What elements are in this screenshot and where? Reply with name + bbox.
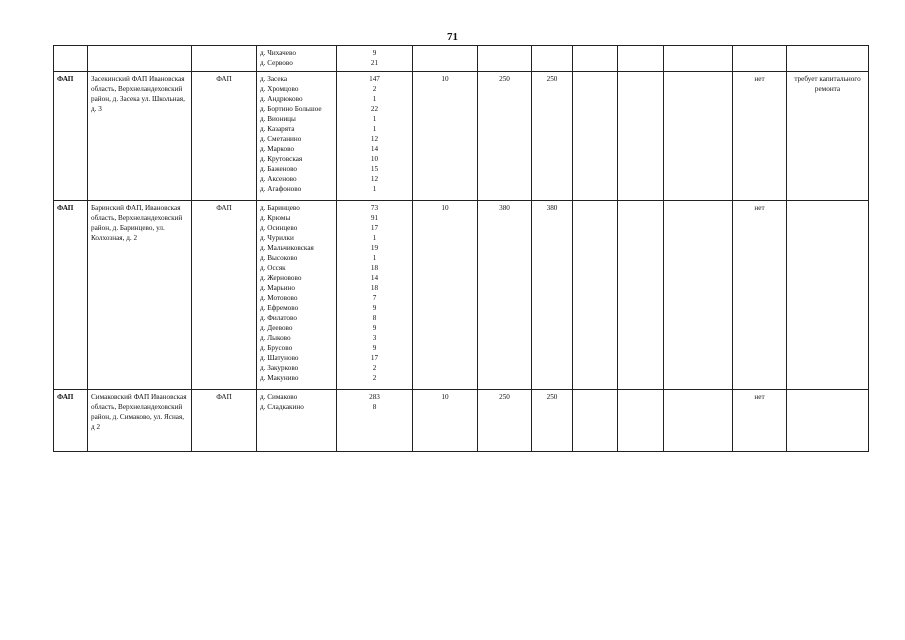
- value-cell: нет: [733, 390, 787, 452]
- village-population: 2: [372, 364, 377, 372]
- village-population: 17: [370, 354, 379, 362]
- value-cell: [618, 72, 664, 201]
- value-cell: 250: [532, 390, 573, 452]
- facility-kind-cell: ФАП: [192, 201, 257, 390]
- village-name: д. Крюмы: [260, 214, 291, 222]
- village-name: д. Хромцово: [260, 85, 299, 93]
- value-cell: 10: [413, 72, 478, 201]
- village-name: д. Закурково: [260, 364, 299, 372]
- village-population: 14: [370, 274, 379, 282]
- facility-name-cell: [88, 46, 192, 72]
- table-row: [54, 46, 869, 72]
- value-cell: [664, 72, 733, 201]
- facility-type-cell: ФАП: [54, 201, 88, 390]
- village-name: д. Чихачево: [260, 49, 296, 57]
- village-population: 2: [372, 85, 377, 93]
- village-population: 12: [370, 175, 379, 183]
- village-name: д. Жерновово: [260, 274, 302, 282]
- village-name: д. Андрюково: [260, 95, 303, 103]
- village-population: 12: [370, 135, 379, 143]
- village-name: д. Казарята: [260, 125, 295, 133]
- village-name: д. Агафоново: [260, 185, 302, 193]
- value-cell: 250: [532, 72, 573, 201]
- village-name: д. Оссяк: [260, 264, 286, 272]
- village-population: 15: [370, 165, 379, 173]
- value-cell: нет: [733, 201, 787, 390]
- village-population: 1: [372, 254, 377, 262]
- village-name: д. Баринцево: [260, 204, 300, 212]
- note-cell: [787, 390, 869, 452]
- village-population: 19: [370, 244, 379, 252]
- village-population: 73: [370, 204, 379, 212]
- value-cell: 10: [413, 390, 478, 452]
- value-cell: 380: [478, 201, 532, 390]
- value-cell: [413, 46, 478, 72]
- facility-type-cell: ФАП: [54, 72, 88, 201]
- village-population: 21: [370, 59, 379, 67]
- populations-cell: [337, 201, 413, 390]
- value-cell: [478, 46, 532, 72]
- value-cell: [618, 46, 664, 72]
- village-name: д. Высоково: [260, 254, 298, 262]
- village-population: 147: [369, 75, 380, 83]
- value-cell: [618, 390, 664, 452]
- villages-cell: [257, 46, 337, 72]
- note-cell: [787, 46, 869, 72]
- value-cell: 380: [532, 201, 573, 390]
- village-name: д. Филатово: [260, 314, 297, 322]
- village-population: 9: [372, 49, 377, 57]
- villages-cell: [257, 201, 337, 390]
- village-name: д. Марьино: [260, 284, 295, 292]
- facility-name-cell: Засекинский ФАП Ивановская область, Верхнеландеховский район, д. Засека ул. Школьная, д. 3: [88, 72, 192, 201]
- village-population: 7: [372, 294, 377, 302]
- village-name: д. Мотовово: [260, 294, 298, 302]
- village-population: 2: [372, 374, 377, 382]
- village-population: 3: [372, 334, 377, 342]
- facility-kind-cell: ФАП: [192, 72, 257, 201]
- value-cell: [733, 46, 787, 72]
- village-population: 9: [372, 304, 377, 312]
- value-cell: 10: [413, 201, 478, 390]
- facility-kind-cell: [192, 46, 257, 72]
- village-population: 17: [370, 224, 379, 232]
- facility-name-cell: Симаковский ФАП Ивановская область, Верхнеландеховский район, д. Симаково, ул. Ясная, д 2: [88, 390, 192, 452]
- village-name: д. Сладкакино: [260, 403, 304, 411]
- populations-cell: [337, 46, 413, 72]
- village-population: 22: [370, 105, 379, 113]
- facility-kind-cell: ФАП: [192, 390, 257, 452]
- village-name: д. Баженово: [260, 165, 298, 173]
- villages-cell: [257, 72, 337, 201]
- note-cell: требует капитального ремонта: [787, 72, 869, 201]
- village-name: д. Крутовская: [260, 155, 303, 163]
- village-name: д. Засека: [260, 75, 288, 83]
- village-name: д. Симаково: [260, 393, 298, 401]
- village-name: д. Ефремово: [260, 304, 299, 312]
- village-population: 8: [372, 403, 377, 411]
- value-cell: 250: [478, 72, 532, 201]
- village-name: д. Брусово: [260, 344, 293, 352]
- value-cell: нет: [733, 72, 787, 201]
- village-population: 18: [370, 264, 379, 272]
- table-row: [54, 201, 869, 390]
- populations-cell: [337, 390, 413, 452]
- village-name: д. Мальчиковская: [260, 244, 314, 252]
- value-cell: 250: [478, 390, 532, 452]
- value-cell: [573, 46, 618, 72]
- populations-cell: [337, 72, 413, 201]
- villages-cell: [257, 390, 337, 452]
- table-row: [54, 72, 869, 201]
- village-name: д. Осинцево: [260, 224, 298, 232]
- village-population: 9: [372, 324, 377, 332]
- value-cell: [664, 390, 733, 452]
- village-name: д. Шатуново: [260, 354, 299, 362]
- facility-type-cell: ФАП: [54, 390, 88, 452]
- facility-type-cell: [54, 46, 88, 72]
- value-cell: [573, 390, 618, 452]
- village-name: д. Чурилки: [260, 234, 294, 242]
- village-population: 8: [372, 314, 377, 322]
- village-name: д. Макуниво: [260, 374, 299, 382]
- village-population: 1: [372, 125, 377, 133]
- village-name: д. Сервово: [260, 59, 293, 67]
- facilities-table: [53, 45, 869, 452]
- village-population: 9: [372, 344, 377, 352]
- village-name: д. Деевово: [260, 324, 293, 332]
- value-cell: [664, 201, 733, 390]
- village-population: 14: [370, 145, 379, 153]
- facility-name-cell: Баринский ФАП, Ивановская область, Верхнеландеховский район, д. Баринцево, ул. Колхозная, д. 2: [88, 201, 192, 390]
- value-cell: [532, 46, 573, 72]
- village-name: д. Вионицы: [260, 115, 296, 123]
- village-name: д. Марково: [260, 145, 295, 153]
- village-population: 283: [369, 393, 380, 401]
- village-name: д. Бортино Большое: [260, 105, 322, 113]
- village-name: д. Сметанино: [260, 135, 302, 143]
- table-row: [54, 390, 869, 452]
- village-population: 1: [372, 95, 377, 103]
- village-population: 1: [372, 185, 377, 193]
- village-population: 18: [370, 284, 379, 292]
- village-population: 91: [370, 214, 379, 222]
- village-population: 10: [370, 155, 379, 163]
- note-cell: [787, 201, 869, 390]
- village-population: 1: [372, 115, 377, 123]
- value-cell: [664, 46, 733, 72]
- village-name: д. Лыково: [260, 334, 291, 342]
- value-cell: [573, 201, 618, 390]
- village-name: д. Аксеново: [260, 175, 297, 183]
- value-cell: [573, 72, 618, 201]
- page-number: 71: [447, 31, 458, 43]
- village-population: 1: [372, 234, 377, 242]
- value-cell: [618, 201, 664, 390]
